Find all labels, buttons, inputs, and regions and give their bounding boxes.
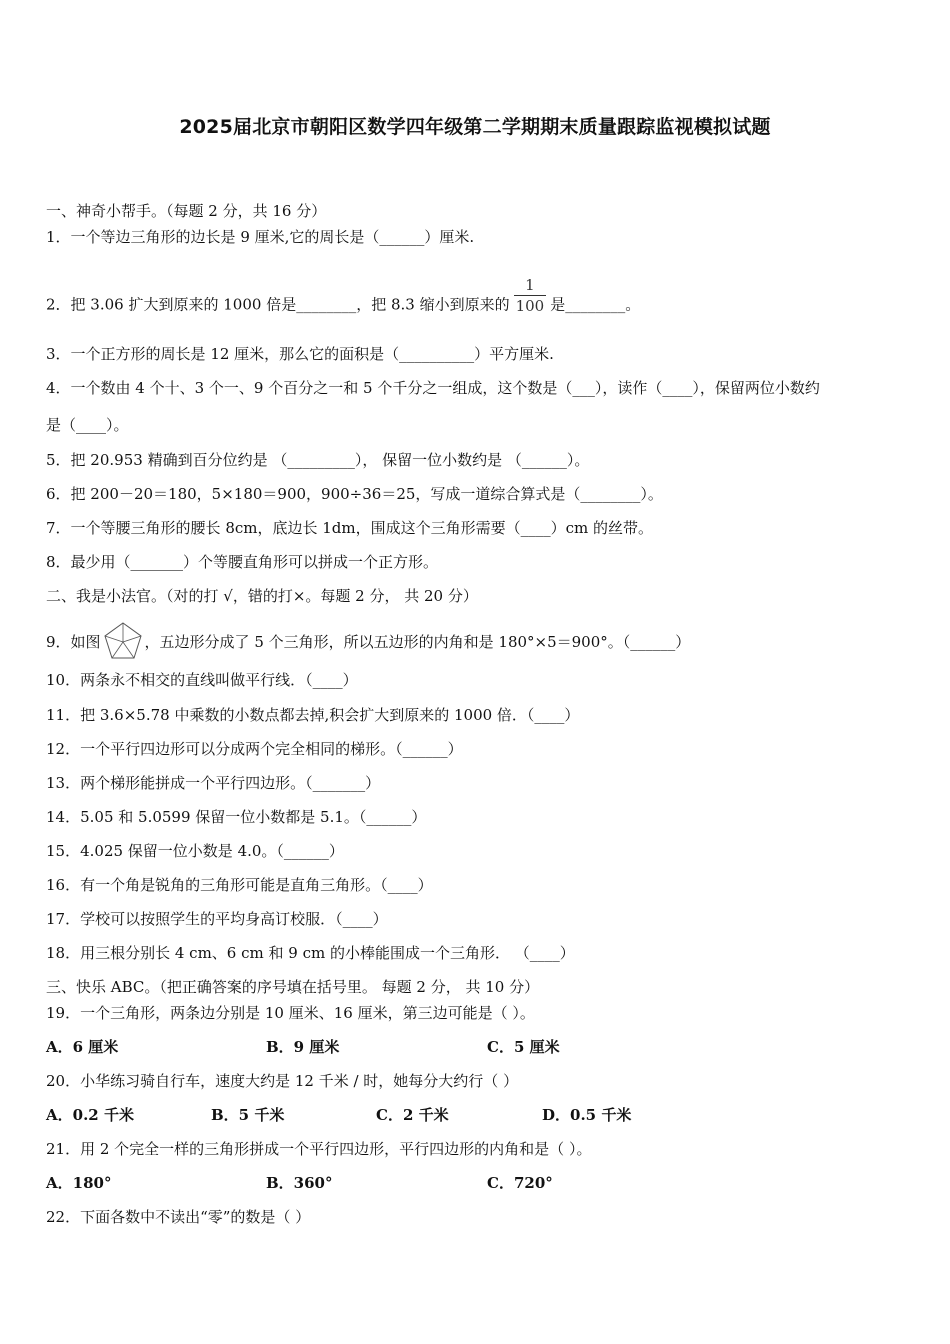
question-17: 17．学校可以按照学生的平均身高订校服．（____） (46, 910, 388, 928)
question-21-option-b: B．360° (266, 1174, 333, 1192)
section-heading-3: 三、快乐 ABC。（把正确答案的序号填在括号里。 每题 2 分， 共 10 分） (46, 978, 540, 996)
question-3: 3．一个正方形的周长是 12 厘米，那么它的面积是（__________）平方厘米. (46, 345, 554, 363)
question-13: 13．两个梯形能拼成一个平行四边形。（_______） (46, 774, 381, 792)
question-8: 8．最少用（_______）个等腰直角形可以拼成一个正方形。 (46, 553, 439, 571)
question-12: 12．一个平行四边形可以分成两个完全相同的梯形。（______） (46, 740, 463, 758)
question-20-option-c: C．2 千米 (376, 1106, 449, 1124)
question-4-line-1: 4．一个数由 4 个十、3 个一、9 个百分之一和 5 个千分之一组成，这个数是（___），读作（____），保留两位小数约 (46, 379, 820, 397)
page-title: 2025届北京市朝阳区数学四年级第二学期期末质量跟踪监视模拟试题 (179, 116, 771, 138)
question-18: 18．用三根分别长 4 cm、6 cm 和 9 cm 的小棒能围成一个三角形． （____） (46, 944, 575, 962)
question-20-option-b: B．5 千米 (211, 1106, 285, 1124)
section-heading-1: 一、神奇小帮手。（每题 2 分，共 16 分） (46, 202, 327, 220)
question-11: 11．把 3.6×5.78 中乘数的小数点都去掉,积会扩大到原来的 1000 倍．（____） (46, 706, 580, 724)
question-2-text-a: 2．把 3.06 扩大到原来的 1000 倍是________，把 8.3 缩小到原来的 (46, 295, 510, 314)
question-19-option-c: C．5 厘米 (487, 1038, 560, 1056)
section-heading-2: 二、我是小法官。（对的打 √，错的打×。每题 2 分， 共 20 分） (46, 587, 478, 605)
question-2 (46, 276, 641, 326)
question-16: 16．有一个角是锐角的三角形可能是直角三角形。（____） (46, 876, 433, 894)
question-6: 6．把 200－20＝180，5×180＝900，900÷36＝25，写成一道综合算式是（________）。 (46, 485, 663, 503)
question-20-option-d: D．0.5 千米 (542, 1106, 632, 1124)
question-5: 5．把 20.953 精确到百分位约是 （_________）， 保留一位小数约是 （______）。 (46, 451, 590, 469)
question-9 (46, 623, 690, 663)
question-19-option-b: B．9 厘米 (266, 1038, 340, 1056)
question-9-text-a: 9．如图 (46, 633, 101, 651)
question-20: 20．小华练习骑自行车，速度大约是 12 千米 / 时，她每分大约行（ ） (46, 1072, 519, 1090)
question-4-line-2: 是（____）。 (46, 416, 129, 434)
question-14: 14．5.05 和 5.0599 保留一位小数都是 5.1。（______） (46, 808, 427, 826)
question-19: 19．一个三角形，两条边分别是 10 厘米、16 厘米，第三边可能是（ ）。 (46, 1004, 535, 1022)
question-1: 1．一个等边三角形的边长是 9 厘米,它的周长是（______）厘米. (46, 228, 475, 246)
question-22: 22．下面各数中不读出“零”的数是（ ） (46, 1208, 311, 1226)
question-10: 10．两条永不相交的直线叫做平行线．（____） (46, 671, 358, 689)
question-2-text-b: 是________。 (550, 295, 641, 314)
question-7: 7．一个等腰三角形的腰长 8cm，底边长 1dm，围成这个三角形需要（____）cm 的丝带。 (46, 519, 654, 537)
fraction-numerator: 1 (514, 275, 547, 296)
question-21: 21．用 2 个完全一样的三角形拼成一个平行四边形，平行四边形的内角和是（ ）。 (46, 1140, 592, 1158)
fraction-denominator: 100 (515, 297, 545, 315)
question-20-option-a: A．0.2 千米 (46, 1106, 134, 1124)
question-21-option-c: C．720° (487, 1174, 553, 1192)
question-9-text-b: ，五边形分成了 5 个三角形，所以五边形的内角和是 180°×5＝900°。（______） (144, 633, 691, 651)
question-15: 15．4.025 保留一位小数是 4.0。（______） (46, 842, 344, 860)
question-19-option-a: A．6 厘米 (46, 1038, 119, 1056)
pentagon-figure (103, 621, 143, 661)
fraction (514, 275, 547, 316)
question-21-option-a: A．180° (46, 1174, 112, 1192)
